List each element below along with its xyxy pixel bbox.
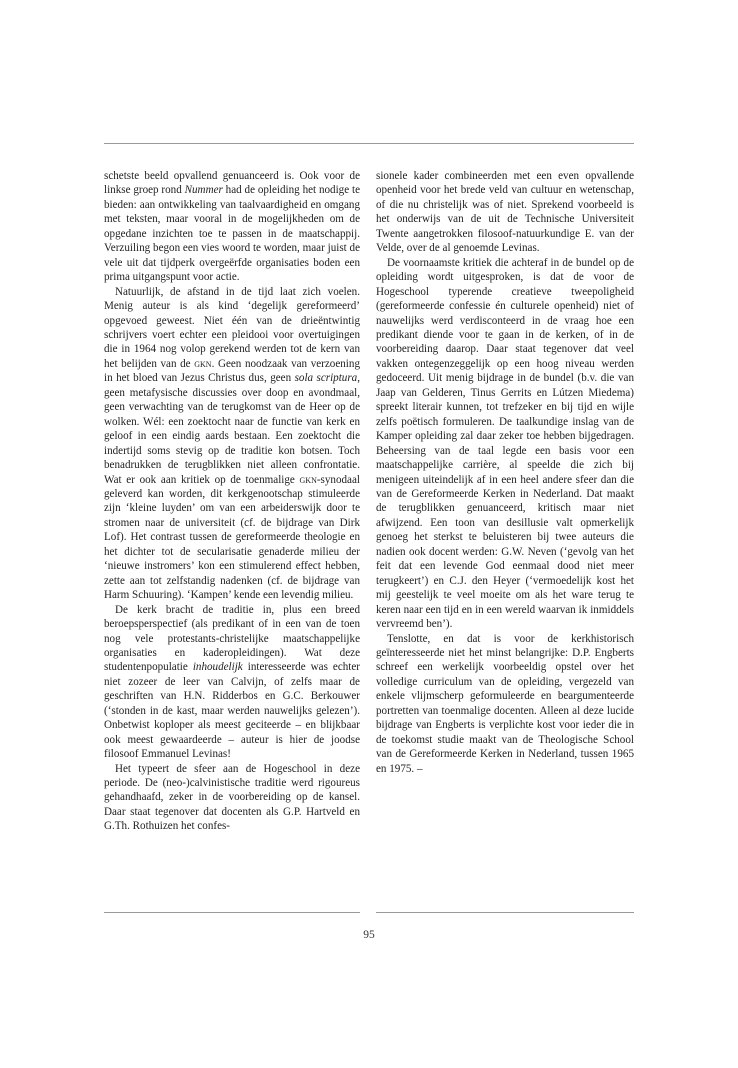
left-paragraph-3: De kerk bracht de traditie in, plus een breed beroepsperspectief (als predikant of in een van de toen nog vele protestants-christelijke maatschappelijke organisaties en kaderopleidingen). Wat deze studentenpopulatie inhoudelijk interesseerde was echter niet zozeer de leer van Calvijn, of zelfs maar de geschriften van H.N. Ridderbos en G.C. Berkouwer (‘stonden in de kast, maar werden nauwelijks gelezen’). Onbetwist koploper als meest geciteerde – en blijkbaar ook meest gewaardeerde – auteur is hier de joodse filosoof Emmanuel Levinas! [104, 603, 360, 761]
left-paragraph-4: Het typeert de sfeer aan de Hogeschool in deze periode. De (neo-)calvinistische traditie werd rigoureus gehandhaafd, zeker in de voorbereiding op de kansel. Daar staat tegenover dat docenten als G.P. Hartveld en G.Th. Rothuizen het confes- [104, 762, 360, 833]
left-column [104, 169, 360, 834]
page-number: 95 [363, 929, 375, 941]
right-paragraph-3: Tenslotte, en dat is voor de kerkhistorisch geïnteresseerde niet het minst belangrijke: D.P. Engberts schreef een werkelijk voorbeeldig opstel over het volledige curriculum van de opleiding, vergezeld van enkele vlijmscherp geformuleerde en beargumenteerde portretten van toenmalige docenten. Alleen al deze lucide bijdrage van Engberts is verplichte kost voor ieder die in de toekomst studie maakt van de Theologische School van de Gereformeerde Kerken in Nederland, tussen 1965 en 1975. – [376, 632, 634, 775]
right-column [376, 169, 634, 776]
footer-rule-right [376, 912, 634, 913]
right-paragraph-2: De voornaamste kritiek die achteraf in de bundel op de opleiding wordt uitgesproken, is dat de voor de Hogeschool typerende creatieve tweepoligheid (gereformeerde confessie én culturele openheid) niet of nauwelijks werd verdisconteerd in de vraag hoe een predikant diende voor te gaan in de kerken, of in de voorbereiding daarop. Daar staat tegenover dat veel vakken ontegenzeggelijk op een hoog niveau werden gedoceerd. Uit menig bijdrage in de bundel (b.v. die van Jaap van Gelderen, Tinus Gerrits en Lútzen Miedema) spreekt literair kunnen, tot trefzeker en bij tijd en wijle zelfs poëtisch formuleren. De taalkundige inslag van de Kamper opleiding zal daar zeker toe hebben bijgedragen. Beheersing van de taal legde een basis voor een maatschappelijke carrière, al speelde die zich bij menigeen uiteindelijk af in een heel andere sfeer dan die van de Gereformeerde Kerken in Nederland. Dat maakt de terugblikken genuanceerd, kritisch maar niet afwijzend. Een toon van desillusie valt opmerkelijk genoeg het sterkst te beluisteren bij twee auteurs die nadien ook docent werden: G.W. Neven (‘gevolg van het feit dat een levende God eenmaal dood niet meer terugkeert’) en C.J. den Heyer (‘vermoedelijk kost het mij geestelijk te veel moeite om als het ware terug te keren naar een tijd en in een wereld waarvan ik inmiddels vervreemd ben’). [376, 256, 634, 631]
left-paragraph-1: schetste beeld opvallend genuanceerd is. Ook voor de linkse groep rond Nummer had de opleiding het nodige te bieden: aan ontwikkeling van taalvaardigheid en omgang met teksten, maar vooral in de mogelijkheden om de opgedane inzichten toe te passen in de maatschappij. Verzuiling begon een vies woord te worden, maar juist de vele uit dat tijdperk overgeërfde organisaties boden een prima uitgangspunt voor actie. [104, 170, 360, 284]
right-paragraph-1: sionele kader combineerden met een even opvallende openheid voor het brede veld van cultuur en wetenschap, of die nu christelijk was of niet. Sprekend voorbeeld is het onderwijs van de uit de Technische Universiteit Twente aangetrokken filosoof-natuurkundige E. van der Velde, over de al genoemde Levinas. [376, 170, 634, 255]
header-rule [104, 143, 634, 144]
left-paragraph-2: Natuurlijk, de afstand in de tijd laat zich voelen. Menig auteur is als kind ‘degelijk gereformeerd’ opgevoed geweest. Niet één van de drieëntwintig schrijvers voert echter een pleidooi voor overtuigingen die in 1964 nog volop gerekend werden tot de kern van het belijden van de gkn. Geen noodzaak van verzoening in het bloed van Jezus Christus dus, geen sola scriptura, geen metafysische discussies over doop en avondmaal, geen verwachting van de terugkomst van de Heer op de wolken. Wél: een zoektocht naar de functie van kerk en geloof in een eindig aards bestaan. Een zoektocht die indertijd soms stevig op de traditie kon botsen. Toch benadrukken de terugblikken niet alleen confrontatie. Wat er ook aan kritiek op de toenmalige gkn-synodaal geleverd kan worden, dit kerkgenootschap stimuleerde zijn ‘kleine luyden’ om van een arbeiderswijk door te stromen naar de universiteit (cf. de bijdrage van Dirk Lof). Het contrast tussen de gereformeerde theologie en het dichter tot de secularisatie genaderde milieu der ‘nieuwe instromers’ kon een stimulerend effect hebben, zette aan tot zelfstandig nadenken (cf. de bijdrage van Harm Schuuring). ‘Kampen’ kende een levendig milieu. [104, 285, 360, 602]
footer-rule-left [104, 912, 360, 913]
